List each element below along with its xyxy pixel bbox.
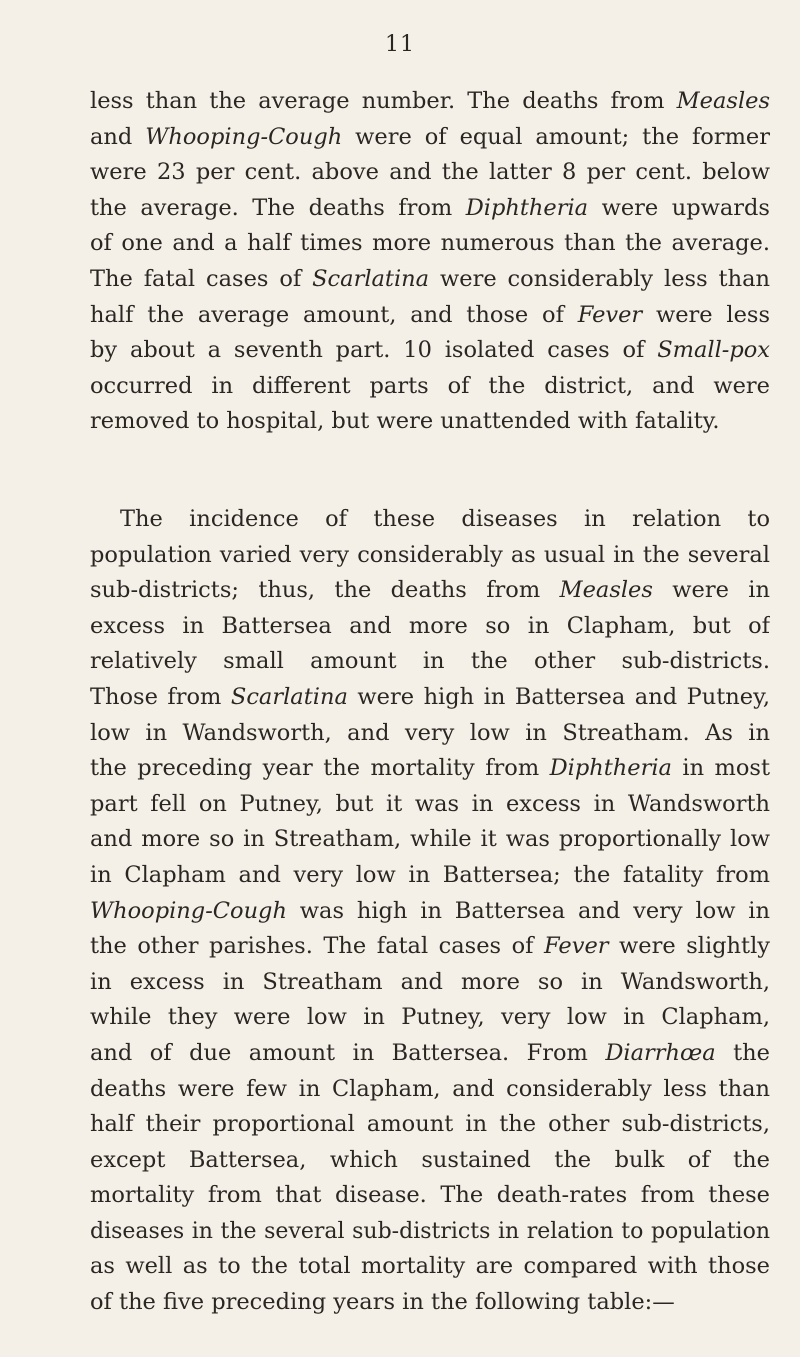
text-line: of one and a half times more numerous than the average.	[90, 230, 770, 257]
text-line: the preceding year the mortality from Diphtheria in most	[90, 755, 770, 782]
text-line: except Battersea, which sustained the bulk of the	[90, 1146, 770, 1173]
text-line: Whooping-Cough was high in Battersea and very low in	[90, 897, 770, 924]
text-line: part fell on Putney, but it was in excess in Wandsworth	[90, 790, 770, 817]
text-line: excess in Battersea and more so in Clapham, but of	[90, 612, 770, 639]
text-line: in Clapham and very low in Battersea; the fatality from	[90, 861, 770, 888]
text-line: The fatal cases of Scarlatina were considerably less than	[90, 265, 770, 292]
text-line: half their proportional amount in the other sub-districts,	[90, 1111, 770, 1138]
text-line: the other parishes. The fatal cases of Fever were slightly	[90, 933, 770, 960]
text-line: and Whooping-Cough were of equal amount; the former	[90, 123, 770, 150]
text-line: removed to hospital, but were unattended with fatality.	[90, 408, 720, 435]
text-line: of the five preceding years in the following table:—	[90, 1289, 675, 1316]
text-line: deaths were few in Clapham, and considerably less than	[90, 1075, 770, 1102]
text-line: mortality from that disease. The death-rates from these	[90, 1182, 770, 1209]
text-line: diseases in the several sub-districts in relation to population	[90, 1218, 770, 1244]
text-line: population varied very considerably as usual in the several	[90, 541, 770, 568]
paragraph-1	[90, 84, 770, 440]
text-line: in excess in Streatham and more so in Wandsworth,	[90, 968, 770, 995]
paragraph-2	[90, 502, 770, 1321]
text-line: The incidence of these diseases in relation to	[120, 506, 770, 532]
page-number: 11	[385, 32, 415, 57]
text-line: and more so in Streatham, while it was proportionally low	[90, 826, 770, 853]
text-line: while they were low in Putney, very low in Clapham,	[90, 1004, 770, 1031]
text-line: Those from Scarlatina were high in Battersea and Putney,	[90, 683, 770, 710]
text-line: were 23 per cent. above and the latter 8 per cent. below	[90, 159, 770, 186]
text-line: half the average amount, and those of Fever were less	[90, 301, 770, 328]
text-line: by about a seventh part. 10 isolated cases of Small-pox	[90, 337, 770, 364]
text-line: and of due amount in Battersea. From Diarrhœa the	[90, 1039, 770, 1066]
text-line: occurred in different parts of the district, and were	[90, 372, 770, 399]
text-line: relatively small amount in the other sub-districts.	[90, 648, 770, 675]
text-line: low in Wandsworth, and very low in Streatham. As in	[90, 719, 770, 746]
text-line: less than the average number. The deaths from Measles	[90, 88, 770, 114]
text-line: as well as to the total mortality are compared with those	[90, 1253, 770, 1280]
text-line: the average. The deaths from Diphtheria were upwards	[90, 194, 770, 221]
text-line: sub-districts; thus, the deaths from Measles were in	[90, 577, 770, 604]
